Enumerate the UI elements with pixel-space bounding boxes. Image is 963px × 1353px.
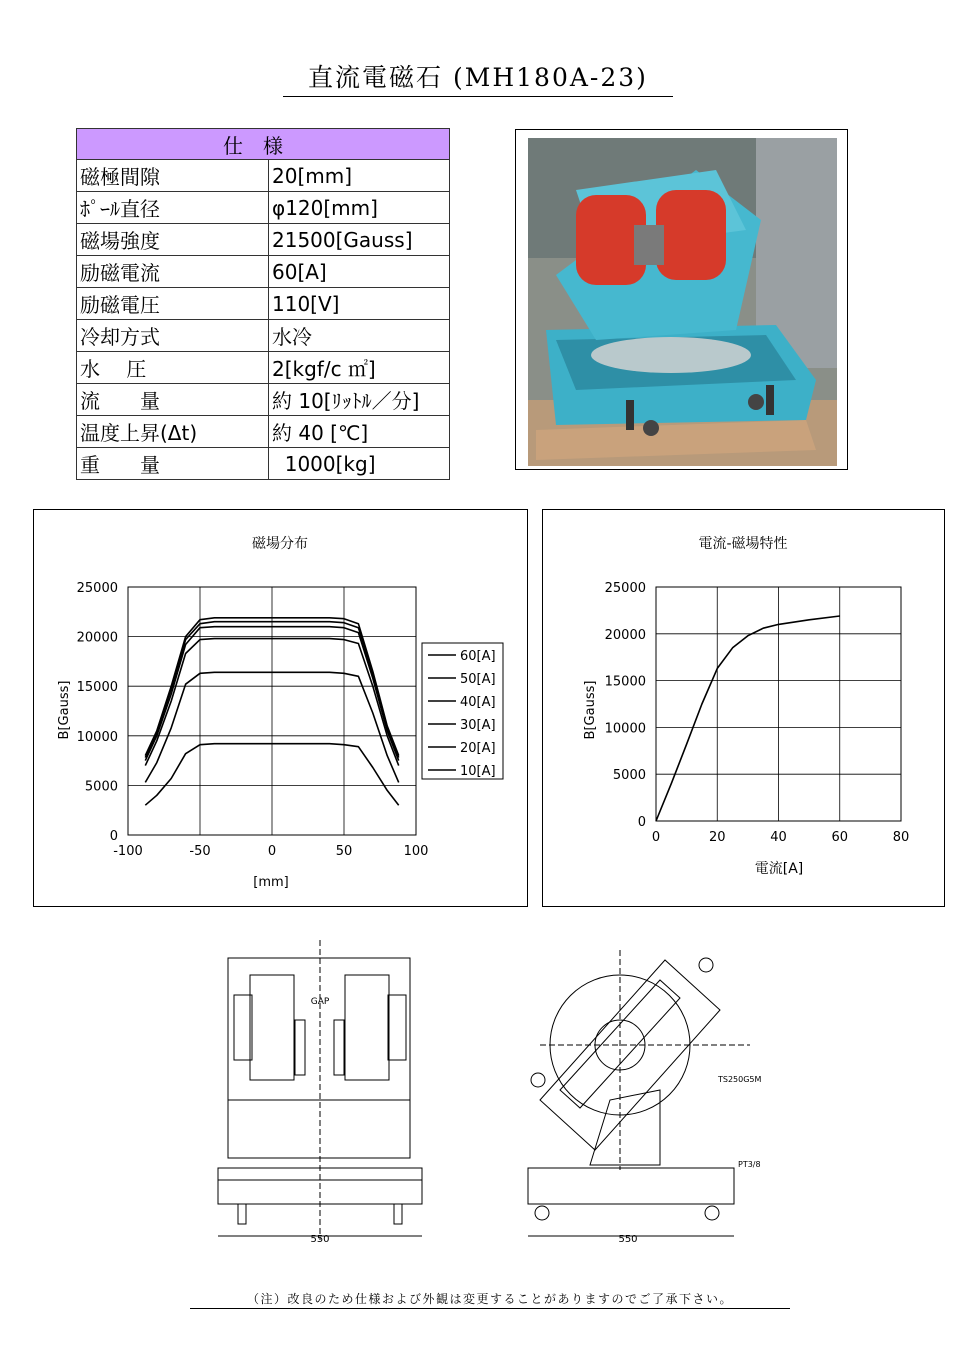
x-tick-label: 50 — [335, 844, 353, 859]
spec-row — [77, 384, 450, 416]
magnet-photo — [515, 129, 848, 470]
x-tick-label: -100 — [113, 844, 143, 859]
x-tick-label: 100 — [403, 844, 429, 859]
spec-key: 励磁電圧 — [77, 288, 269, 320]
page-title: 直流電磁石 (MH180A-23) — [283, 58, 673, 97]
field-distribution-chart-box — [33, 509, 528, 907]
spec-row — [77, 256, 450, 288]
spec-key: 温度上昇(Δt) — [77, 416, 269, 448]
y-tick-label: 20000 — [604, 627, 646, 643]
spec-row — [77, 448, 450, 480]
front-width-label: 550 — [310, 1234, 330, 1245]
spec-row — [77, 224, 450, 256]
side-view-drawing — [520, 940, 790, 1254]
front-view-svg — [210, 940, 430, 1250]
x-tick-label: -50 — [189, 844, 211, 859]
spec-key: 励磁電流 — [77, 256, 269, 288]
chart2-ylabel: B[Gauss] — [583, 680, 598, 740]
spec-key: 磁極間隙 — [77, 160, 269, 192]
spec-value: 20[mm] — [269, 160, 450, 192]
spec-value: φ120[mm] — [269, 192, 450, 224]
spec-row — [77, 160, 450, 192]
spec-value: 水冷 — [269, 320, 450, 352]
legend-label: 20[A] — [460, 741, 496, 756]
x-tick-label: 20 — [708, 830, 726, 845]
spec-table — [76, 128, 450, 480]
spec-row — [77, 192, 450, 224]
callout-pt38: PT3/8 — [738, 1160, 761, 1169]
current-field-chart — [543, 510, 944, 906]
y-tick-label: 25000 — [76, 581, 118, 596]
chart1-ylabel: B[Gauss] — [57, 680, 72, 740]
y-tick-label: 0 — [637, 815, 646, 830]
field-distribution-chart — [34, 510, 527, 906]
side-view-svg — [520, 940, 790, 1250]
callout-ts250: TS250G5M — [718, 1075, 762, 1084]
legend-label: 50[A] — [460, 672, 496, 687]
y-tick-label: 15000 — [604, 674, 646, 690]
side-width-label: 550 — [618, 1234, 638, 1245]
spec-value: 約 40 [℃] — [269, 416, 450, 448]
spec-key: 磁場強度 — [77, 224, 269, 256]
legend-label: 30[A] — [460, 718, 496, 733]
chart1-xlabel: [mm] — [253, 875, 289, 890]
gap-label: GAP — [310, 997, 330, 1007]
spec-value: 2[kgf/c ㎡] — [269, 352, 450, 384]
footnote: （注）改良のため仕様および外観は変更することがありますのでご了承下さい。 — [190, 1290, 790, 1309]
y-tick-label: 15000 — [76, 680, 118, 696]
legend-label: 40[A] — [460, 695, 496, 710]
spec-value: 110[V] — [269, 288, 450, 320]
x-tick-label: 80 — [892, 830, 910, 845]
spec-row — [77, 288, 450, 320]
y-tick-label: 10000 — [76, 729, 118, 745]
spec-key: ﾎﾟｰﾙ直径 — [77, 192, 269, 224]
series-line — [656, 616, 840, 821]
x-tick-label: 40 — [770, 830, 787, 845]
spec-row — [77, 416, 450, 448]
front-view-drawing — [210, 940, 430, 1254]
y-tick-label: 5000 — [612, 768, 646, 784]
spec-value: 1000[kg] — [269, 448, 450, 480]
y-tick-label: 10000 — [604, 721, 646, 737]
spec-key: 水 圧 — [77, 352, 269, 384]
chart1-title: 磁場分布 — [252, 536, 308, 552]
x-tick-label: 60 — [831, 830, 849, 845]
y-tick-label: 25000 — [604, 581, 646, 596]
legend-label: 60[A] — [460, 649, 496, 664]
chart2-title: 電流-磁場特性 — [698, 536, 788, 552]
spec-key: 流 量 — [77, 384, 269, 416]
y-tick-label: 5000 — [84, 779, 118, 795]
spec-row — [77, 352, 450, 384]
legend-label: 10[A] — [460, 764, 496, 779]
chart2-xlabel: 電流[A] — [754, 861, 804, 877]
spec-value: 60[A] — [269, 256, 450, 288]
x-tick-label: 0 — [651, 830, 661, 845]
y-tick-label: 20000 — [76, 630, 118, 646]
spec-header: 仕様 — [77, 129, 450, 160]
current-field-chart-box — [542, 509, 945, 907]
spec-key: 冷却方式 — [77, 320, 269, 352]
spec-row — [77, 320, 450, 352]
spec-value: 約 10[ﾘｯﾄﾙ／分] — [269, 384, 450, 416]
y-tick-label: 0 — [109, 829, 118, 844]
x-tick-label: 0 — [267, 844, 277, 859]
spec-value: 21500[Gauss] — [269, 224, 450, 256]
magnet-photo-illustration — [516, 130, 847, 469]
spec-key: 重 量 — [77, 448, 269, 480]
